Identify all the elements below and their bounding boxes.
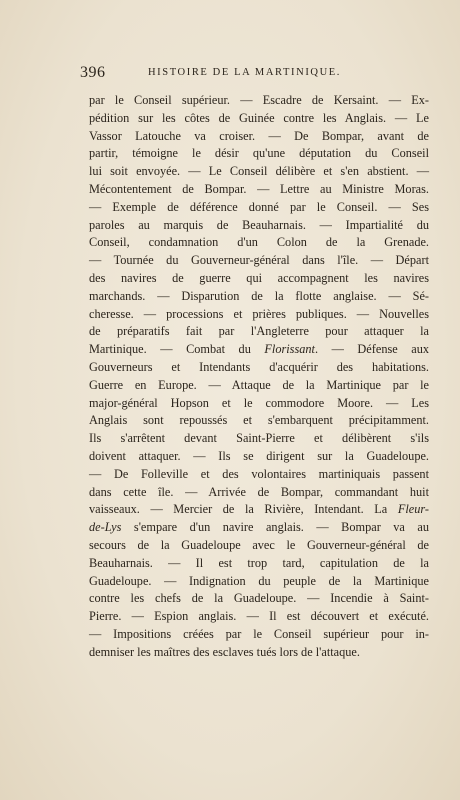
text-line: des navires de guerre qui accompagnent les navires bbox=[89, 270, 429, 285]
italic-term: Fleur- bbox=[397, 502, 429, 517]
text-line: contre les chefs de la Guadeloupe. — Incendie à Saint- bbox=[89, 591, 429, 606]
text-line: — Tournée du Gouverneur-général dans l'île. — Départ bbox=[89, 253, 429, 268]
text-line: Conseil, condamnation d'un Colon de la Grenade. bbox=[89, 235, 429, 250]
text-line: Pierre. — Espion anglais. — Il est découvert et exécuté. bbox=[89, 609, 429, 624]
text-line: de préparatifs fait par l'Angleterre pour attaquer la bbox=[89, 324, 429, 339]
italic-term: Florissant bbox=[264, 342, 315, 357]
text-line: par le Conseil supérieur. — Escadre de Kersaint. — Ex- bbox=[89, 93, 429, 107]
text-line: dans cette île. — Arrivée de Bompar, commandant huit bbox=[89, 484, 429, 499]
text-line: Beauharnais. — Il est trop tard, capitulation de la bbox=[89, 555, 429, 570]
page-number: 396 bbox=[80, 64, 106, 81]
text-line: Ils s'arrêtent devant Saint-Pierre et délibèrent s'ils bbox=[89, 431, 429, 446]
text-line: demniser les maîtres des esclaves tués lors de l'attaque. bbox=[89, 644, 360, 659]
text-line: marchands. — Disparution de la flotte anglaise. — Sé- bbox=[89, 288, 429, 303]
text-line: — Exemple de déférence donné par le Conseil. — Ses bbox=[89, 199, 429, 214]
text-line: doivent attaquer. — Ils se dirigent sur la Guadeloupe. bbox=[89, 448, 429, 463]
text-line: Martinique. — Combat du Florissant. — Défense aux bbox=[89, 342, 430, 357]
italic-term: de-Lys bbox=[89, 520, 122, 535]
text-line: lui soit envoyée. — Le Conseil délibère et s'en abstient. — bbox=[89, 164, 429, 179]
text-line: vaisseaux. — Mercier de la Rivière, Intendant. La Fleur- bbox=[89, 502, 429, 517]
text-line: Guadeloupe. — Indignation du peuple de la Martinique bbox=[89, 573, 429, 588]
text-line: de-Lys s'empare d'un navire anglais. — Bompar va au bbox=[89, 520, 429, 535]
text-line: secours de la Guadeloupe avec le Gouverneur-général de bbox=[89, 537, 429, 552]
text-line: Anglais sont repoussés et s'embarquent précipitamment. bbox=[89, 413, 429, 428]
text-line: Gouverneurs et Intendants d'acquérir des habitations. bbox=[89, 359, 429, 374]
text-line: major-général Hopson et le commodore Moore. — Les bbox=[89, 395, 429, 410]
text-line: — Impositions créées par le Conseil supérieur pour in- bbox=[89, 626, 429, 641]
running-title: HISTOIRE DE LA MARTINIQUE. bbox=[148, 67, 342, 78]
text-line: Vassor Latouche va croiser. — De Bompar, avant de bbox=[89, 128, 429, 143]
page-header bbox=[80, 64, 420, 82]
text-line: Guerre en Europe. — Attaque de la Martinique par le bbox=[89, 377, 429, 392]
text-line: Mécontentement de Bompar. — Lettre au Ministre Moras. bbox=[89, 181, 429, 196]
text-line: cheresse. — processions et prières publiques. — Nouvelles bbox=[89, 306, 429, 321]
text-line: pédition sur les côtes de Guinée contre les Anglais. — Le bbox=[89, 110, 429, 125]
chapter-summary bbox=[89, 92, 429, 662]
text-line: partir, témoigne le désir qu'une députation du Conseil bbox=[89, 146, 429, 161]
text-line: — De Folleville et des volontaires martiniquais passent bbox=[89, 466, 429, 481]
text-line: paroles au marquis de Beauharnais. — Impartialité du bbox=[89, 217, 429, 232]
